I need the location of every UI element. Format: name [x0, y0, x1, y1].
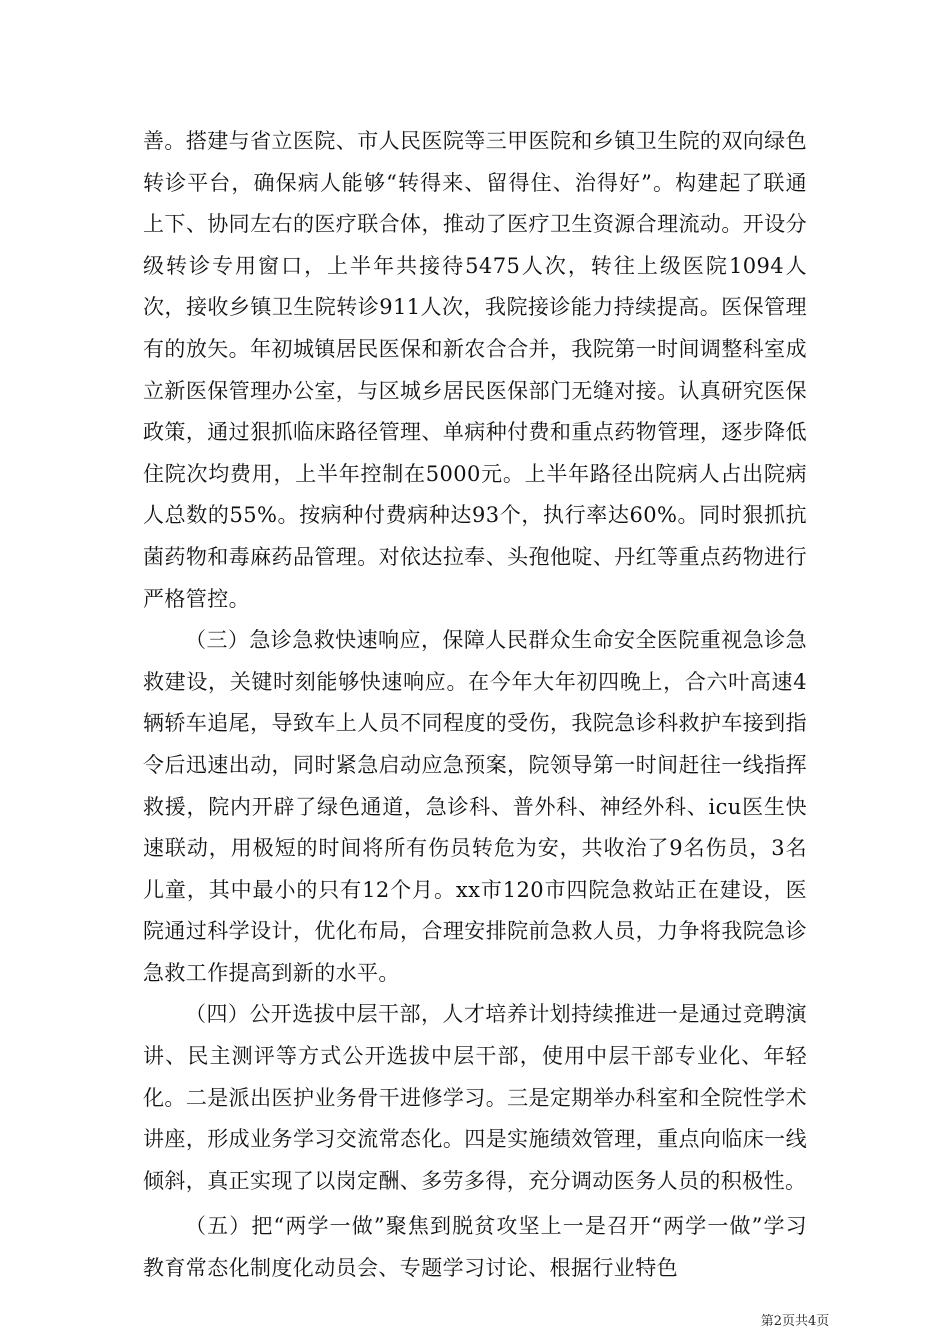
paragraph-continued: 善。搭建与省立医院、市人民医院等三甲医院和乡镇卫生院的双向绿色转诊平台，确保病人能够“转得来、留得住、治得好”。构建起了联通上下、协同左右的医疗联合体，推动了医疗卫生资源合理流动。开设分级转诊专用窗口，上半年共接待5475人次，转往上级医院1094人次，接收乡镇卫生院转诊911人次，我院接诊能力持续提高。医保管理有的放矢。年初城镇居民医保和新农合合并，我院第一时间调整科室成立新医保管理办公室，与区城乡居民医保部门无缝对接。认真研究医保政策，通过狠抓临床路径管理、单病种付费和重点药物管理，逐步降低住院次均费用，上半年控制在5000元。上半年路径出院病人占出院病人总数的55%。按病种付费病种达93个，执行率达60%。同时狠抓抗菌药物和毒麻药品管理。对依达拉奉、头孢他啶、丹红等重点药物进行严格管控。	[143, 129, 807, 611]
paragraph-section-3: （三）急诊急救快速响应，保障人民群众生命安全医院重视急诊急救建设，关键时刻能够快速响应。在今年大年初四晚上，合六叶高速4辆轿车追尾，导致车上人员不同程度的受伤，我院急诊科救护车接到指令后迅速出动，同时紧急启动应急预案，院领导第一时间赶往一线指挥救援，院内开辟了绿色通道，急诊科、普外科、神经外科、icu医生快速联动，用极短的时间将所有伤员转危为安，共收治了9名伤员，3名儿童，其中最小的只有12个月。xx市120市四院急救站正在建设，医院通过科学设计，优化布局，合理安排院前急救人员，力争将我院急诊急救工作提高到新的水平。	[143, 628, 807, 985]
paragraph-section-5: （五）把“两学一做”聚焦到脱贫攻坚上一是召开“两学一做”学习教育常态化制度化动员会、专题学习讨论、根据行业特色	[143, 1214, 807, 1281]
page-number: 第2页共4页	[760, 1314, 830, 1329]
page-footer	[0, 1310, 950, 1329]
document-body	[143, 121, 807, 1290]
paragraph-section-4: （四）公开选拔中层干部，人才培养计划持续推进一是通过竞聘演讲、民主测评等方式公开选拔中层干部，使用中层干部专业化、年轻化。二是派出医护业务骨干进修学习。三是定期举办科室和全院性学术讲座，形成业务学习交流常态化。四是实施绩效管理，重点向临床一线倾斜，真正实现了以岗定酬、多劳多得，充分调动医务人员的积极性。	[143, 1002, 807, 1193]
